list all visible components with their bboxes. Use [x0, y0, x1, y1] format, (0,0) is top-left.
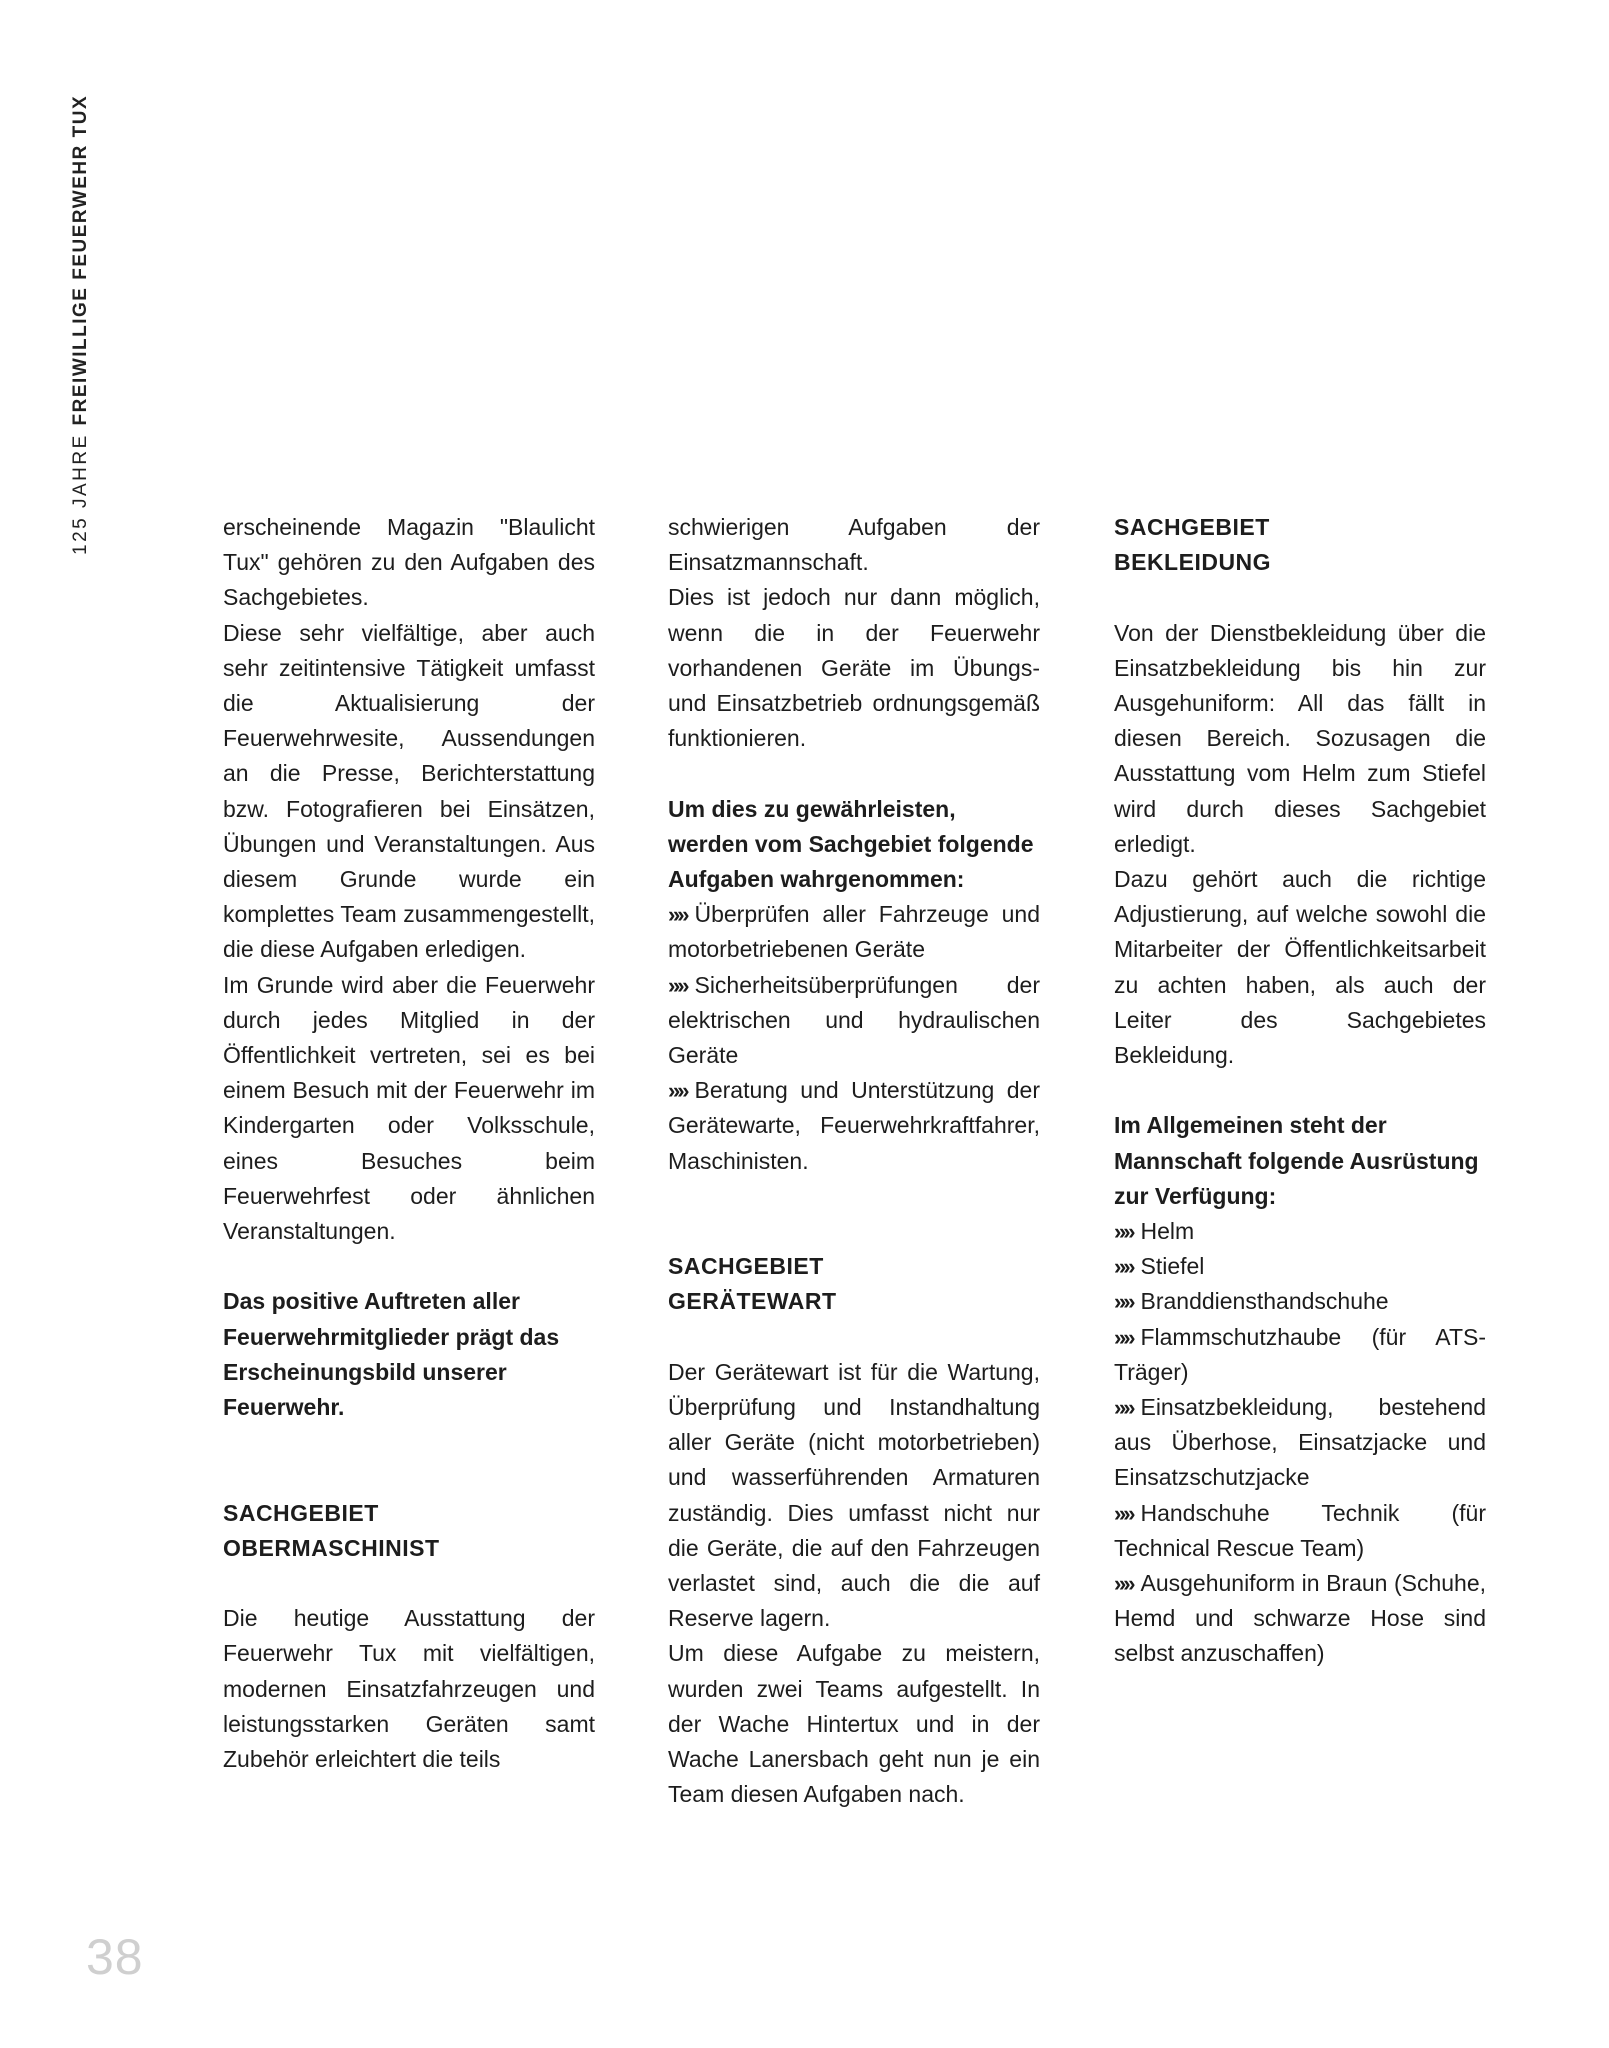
paragraph: Dazu gehört auch die richtige Adjustierung, auf welche sowohl die Mitarbeiter der Öffentlichkeitsarbeit zu achten haben, als auch der Leiter des Sachgebietes Bekleidung.: [1114, 866, 1486, 1069]
chevron-bullet-icon: »»: [1114, 1254, 1133, 1280]
sidebar-title-bold: FREIWILLIGE FEUERWEHR TUX: [70, 94, 91, 426]
column-3: [1114, 510, 1486, 1672]
page-number: 38: [86, 1929, 144, 1985]
list-item: [1114, 1566, 1486, 1672]
list-item-text: Flammschutzhaube (für ATS-Träger): [1114, 1323, 1486, 1385]
section-heading-line: OBERMASCHINIST: [223, 1534, 440, 1561]
chevron-bullet-icon: »»: [1114, 1289, 1133, 1315]
paragraph: Die heutige Ausstattung der Feuerwehr Tux mit vielfältigen, modernen Einsatzfahrzeugen und leistungsstarken Geräten samt Zubehör erleichtert die teils: [223, 1605, 595, 1773]
paragraph: schwierigen Aufgaben der Einsatzmannschaft.: [668, 514, 1040, 576]
sidebar-title-prefix: 125 JAHRE: [70, 425, 91, 555]
list-item-text: Beratung und Unterstützung der Gerätewarte, Feuerwehrkraftfahrer, Maschinisten.: [668, 1077, 1040, 1174]
paragraph: Diese sehr vielfältige, aber auch sehr zeitintensive Tätigkeit umfasst die Aktualisierung der Feuerwehrwesite, Aussendungen an die Presse, Berichterstattung bzw. Fotografieren bei Einsätzen, Übungen und Veranstaltungen. Aus diesem Grunde wurde ein komplettes Team zusammengestellt, die diese Aufgaben erledigen.: [223, 619, 595, 963]
section-heading-line: GERÄTEWART: [668, 1288, 837, 1315]
chevron-bullet-icon: »»: [1114, 1324, 1133, 1350]
list-item-text: Helm: [1140, 1218, 1195, 1245]
chevron-bullet-icon: »»: [1114, 1395, 1133, 1421]
section-heading-line: SACHGEBIET: [1114, 514, 1270, 540]
chevron-bullet-icon: »»: [668, 972, 687, 998]
list-item: [1114, 1390, 1486, 1496]
bold-intro: Im Allgemeinen steht der Mannschaft folgende Ausrüstung zur Verfügung:: [1114, 1112, 1479, 1209]
list-item: [1114, 1496, 1486, 1566]
chevron-bullet-icon: »»: [1114, 1219, 1133, 1245]
column-1: [223, 510, 595, 1777]
list-item: [1114, 1320, 1486, 1390]
list-item-text: Branddiensthandschuhe: [1140, 1288, 1389, 1315]
section-heading-line: SACHGEBIET: [668, 1253, 824, 1280]
chevron-bullet-icon: »»: [1114, 1500, 1133, 1526]
column-2: [668, 510, 1040, 1812]
list-item: [668, 897, 1040, 967]
list-item-text: Einsatzbekleidung, bestehend aus Überhose, Einsatzjacke und Einsatzschutzjacke: [1114, 1394, 1486, 1491]
section-heading-line: BEKLEIDUNG: [1114, 549, 1272, 576]
list-item-text: Sicherheitsüberprüfungen der elektrischen und hydraulischen Geräte: [668, 971, 1040, 1069]
paragraph: erscheinende Magazin "Blaulicht Tux" gehören zu den Aufgaben des Sachgebietes.: [223, 514, 595, 611]
paragraph: Der Gerätewart ist für die Wartung, Überprüfung und Instandhaltung aller Geräte (nicht motorbetrieben) und wasserführenden Armaturen zuständig. Dies umfasst nicht nur die Geräte, die auf den Fahrzeugen verlastet sind, auch die die auf Reserve lagern.: [668, 1358, 1040, 1632]
list-item: [668, 1073, 1040, 1179]
list-item-text: Ausgehuniform in Braun (Schuhe, Hemd und schwarze Hose sind selbst anzuschaffen): [1114, 1570, 1486, 1667]
list-item-text: Überprüfen aller Fahrzeuge und motorbetriebenen Geräte: [668, 901, 1040, 963]
chevron-bullet-icon: »»: [1114, 1571, 1133, 1597]
chevron-bullet-icon: »»: [668, 902, 687, 928]
paragraph: Um diese Aufgabe zu meistern, wurden zwei Teams aufgestellt. In der Wache Hintertux und in der Wache Lanersbach geht nun je ein Team diesen Aufgaben nach.: [668, 1640, 1040, 1808]
bold-intro: Um dies zu gewährleisten, werden vom Sachgebiet folgende Aufgaben wahrgenommen:: [668, 795, 1034, 893]
list-item: [668, 968, 1040, 1074]
paragraph: Im Grunde wird aber die Feuerwehr durch jedes Mitglied in der Öffentlichkeit vertreten, sei es bei einem Besuch mit der Feuerwehr im Kindergarten oder Volksschule, eines Besuches beim Feuerwehrfest oder ähnlichen Veranstaltungen.: [223, 971, 595, 1245]
list-item: [1114, 1214, 1486, 1249]
paragraph: Von der Dienstbekleidung über die Einsatzbekleidung bis hin zur Ausgehuniform: All das fällt in diesen Bereich. Sozusagen die Ausstattung vom Helm zum Stiefel wird durch dieses Sachgebiet erledigt.: [1114, 619, 1486, 857]
list-item-text: Stiefel: [1140, 1253, 1205, 1280]
paragraph: Dies ist jedoch nur dann möglich, wenn die in der Feuerwehr vorhandenen Geräte im Übungs- und Einsatzbetrieb ordnungsgemäß funktionieren.: [668, 584, 1040, 752]
list-item-text: Handschuhe Technik (für Technical Rescue Team): [1114, 1499, 1486, 1561]
section-heading-line: SACHGEBIET: [223, 1499, 379, 1526]
sidebar-title: [70, 95, 92, 555]
list-item: [1114, 1284, 1486, 1319]
bold-statement: Das positive Auftreten aller Feuerwehrmitglieder prägt das Erscheinungsbild unserer Feuerwehr.: [223, 1288, 560, 1421]
chevron-bullet-icon: »»: [668, 1078, 687, 1104]
list-item: [1114, 1249, 1486, 1284]
